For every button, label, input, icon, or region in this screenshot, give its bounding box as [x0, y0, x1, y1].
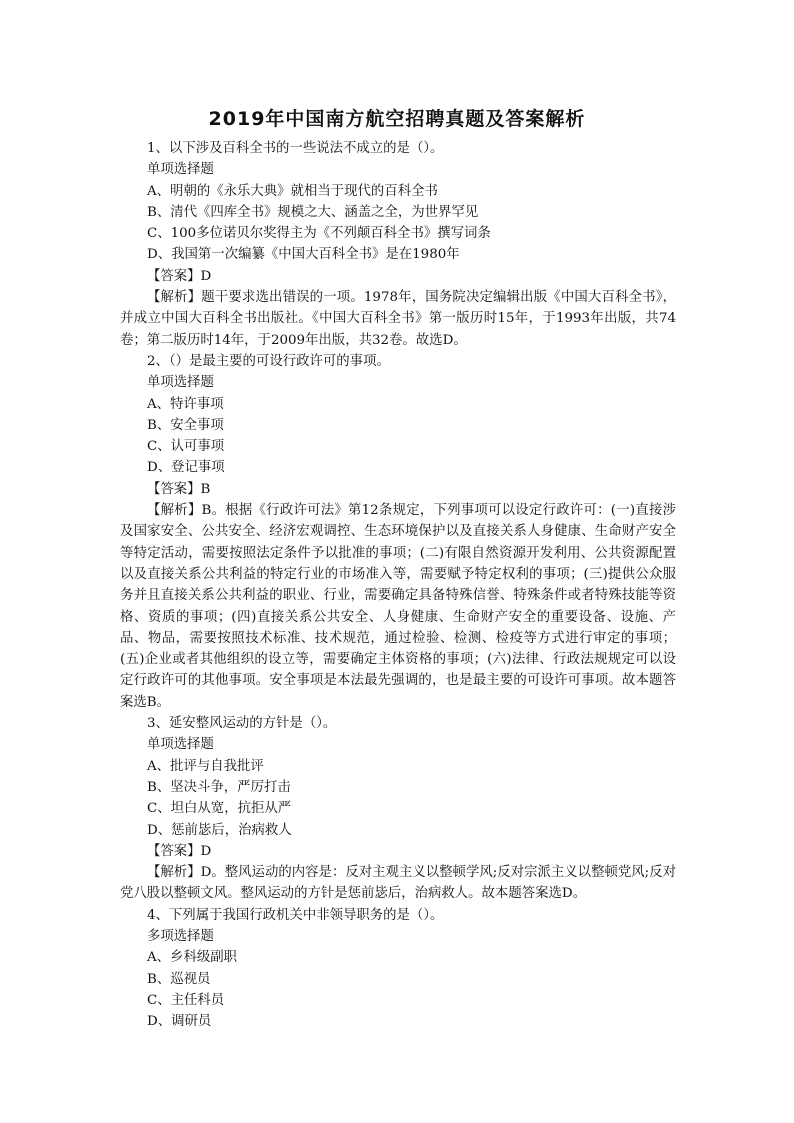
question-3-type: 单项选择题: [147, 737, 214, 753]
document-body: [120, 138, 676, 1032]
question-1-option-c: C、100多位诺贝尔奖得主为《不列颠百科全书》撰写词条: [147, 226, 491, 242]
question-3-analysis: 【解析】D。整风运动的内容是：反对主观主义以整顿学风;反对宗派主义以整顿党风;反对党八股以整顿文风。整风运动的方针是惩前毖后，治病救人。故本题答案选D。: [120, 865, 676, 902]
question-3-option-a: A、批评与自我批评: [147, 758, 264, 774]
question-4-option-a: A、乡科级副职: [147, 950, 238, 966]
question-2-option-d: D、登记事项: [147, 460, 225, 476]
question-1-analysis: 【解析】题干要求选出错误的一项。1978年，国务院决定编辑出版《中国大百科全书》，并成立中国大百科全书出版社。《中国大百科全书》第一版历时15年，于1993年出版，共74卷；第二版历时14年，于2009年出版，共32卷。故选D。: [120, 290, 676, 348]
question-2-option-c: C、认可事项: [147, 439, 225, 455]
question-2-type: 单项选择题: [147, 375, 214, 391]
question-3-option-b: B、坚决斗争，严厉打击: [147, 779, 291, 795]
question-1-answer: 【答案】D: [147, 268, 212, 284]
question-1-option-a: A、明朝的《永乐大典》就相当于现代的百科全书: [147, 183, 438, 199]
question-4-option-b: B、巡视员: [147, 971, 211, 987]
question-3-option-d: D、惩前毖后，治病救人: [147, 822, 292, 838]
question-1-option-d: D、我国第一次编纂《中国大百科全书》是在1980年: [147, 247, 460, 263]
question-3-option-c: C、坦白从宽，抗拒从严: [147, 801, 292, 817]
question-3-text: 3、延安整风运动的方针是（）。: [147, 716, 337, 732]
question-4-option-c: C、主任科员: [147, 992, 225, 1008]
question-1-text: 1、以下涉及百科全书的一些说法不成立的是（）。: [147, 141, 444, 156]
document-title: 2019年中国南方航空招聘真题及答案解析: [208, 108, 586, 130]
question-4-option-d: D、调研员: [147, 1014, 212, 1030]
question-2-text: 2、（）是最主要的可设行政许可的事项。: [147, 353, 390, 369]
question-2-option-b: B、安全事项: [147, 417, 224, 433]
question-2-option-a: A、特许事项: [147, 396, 224, 412]
question-3-answer: 【答案】D: [147, 843, 212, 859]
question-4-type: 多项选择题: [147, 928, 214, 944]
question-4-text: 4、下列属于我国行政机关中非领导职务的是（）。: [147, 907, 444, 923]
question-1-type: 单项选择题: [147, 162, 214, 178]
question-2-analysis: 【解析】B。根据《行政许可法》第12条规定，下列事项可以设定行政许可：(一)直接涉及国家安全、公共安全、经济宏观调控、生态环境保护以及直接关系人身健康、生命财产安全等特定活动，需要按照法定条件予以批准的事项；(二)有限自然资源开发利用、公共资源配置以及直接关系公共利益的特定行业的市场准入等，需要赋予特定权利的事项；(三)提供公众服务并且直接关系公共利益的职业、行业，需要确定具备特殊信誉、特殊条件或者特殊技能等资格、资质的事项；(四)直接关系公共安全、人身健康、生命财产安全的重要设备、设施、产品、物品，需要按照技术标准、技术规范，通过检验、检测、检疫等方式进行审定的事项；(五)企业或者其他组织的设立等，需要确定主体资格的事项；(六)法律、行政法规规定可以设定行政许可的其他事项。安全事项是本法最先强调的，也是最主要的可设许可事项。故本题答案选B。: [120, 503, 676, 710]
question-1-option-b: B、清代《四库全书》规模之大、涵盖之全，为世界罕见: [147, 204, 479, 220]
question-2-answer: 【答案】B: [147, 481, 211, 497]
